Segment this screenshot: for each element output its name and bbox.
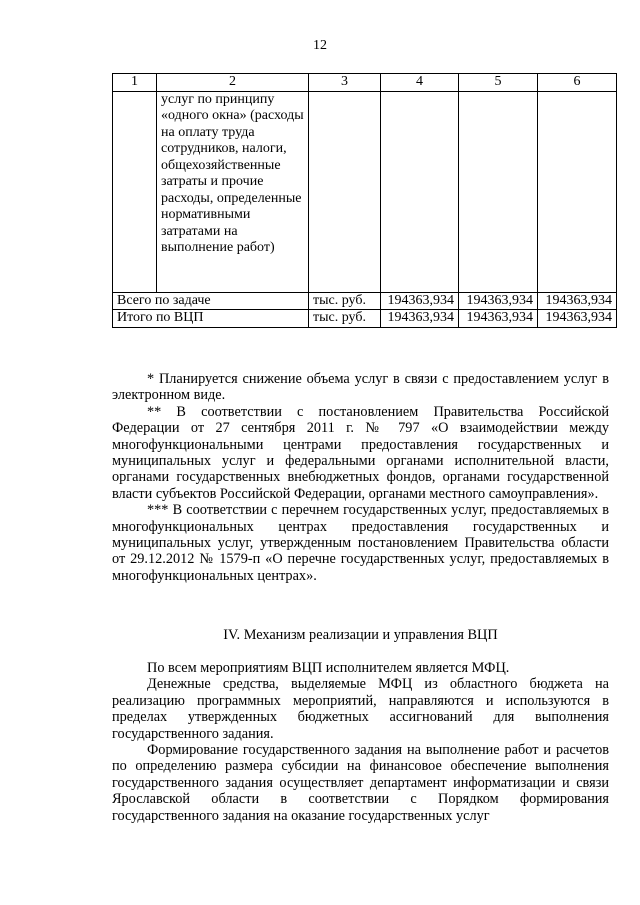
header-cell: 6 xyxy=(538,74,617,92)
table-cell xyxy=(113,91,157,292)
table-cell xyxy=(381,91,459,292)
row-label: Всего по задаче xyxy=(113,292,309,310)
footnote: ** В соответствии с постановлением Правительства Российской Федерации от 27 сентября 2011 г. № 797 «О взаимодействии между многофункциональными центрами предоставления государственных и муниципальных услуг и федеральными органами исполнительной власти, органами государственных внебюджетных фондов, органами государственной власти субъектов Российской Федерации, органами местного самоуправления». xyxy=(112,403,609,502)
value-cell: 194363,934 xyxy=(459,310,538,328)
value-cell: 194363,934 xyxy=(381,310,459,328)
value-cell: 194363,934 xyxy=(538,310,617,328)
section-title: IV. Механизм реализации и управления ВЦП xyxy=(223,627,498,643)
table-row xyxy=(113,310,617,328)
header-cell: 4 xyxy=(381,74,459,92)
paragraph: По всем мероприятиям ВЦП исполнителем является МФЦ. xyxy=(147,660,510,676)
table-row xyxy=(113,91,617,292)
budget-table xyxy=(112,73,617,328)
table-header-row xyxy=(113,74,617,92)
header-cell: 5 xyxy=(459,74,538,92)
unit-cell: тыс. руб. xyxy=(309,292,381,310)
table-cell xyxy=(309,91,381,292)
page-number: 12 xyxy=(313,38,327,53)
header-cell: 2 xyxy=(157,74,309,92)
footnote: * Планируется снижение объема услуг в связи с предоставлением услуг в электронном виде. xyxy=(112,371,609,404)
header-cell: 3 xyxy=(309,74,381,92)
value-cell: 194363,934 xyxy=(538,292,617,310)
paragraph: Денежные средства, выделяемые МФЦ из областного бюджета на реализацию программных мероприятий, направляются и используются в пределах утвержденных бюджетных ассигнований для выполнения государственного задания. xyxy=(112,676,609,742)
value-cell: 194363,934 xyxy=(381,292,459,310)
table-cell xyxy=(459,91,538,292)
value-cell: 194363,934 xyxy=(459,292,538,310)
table-row xyxy=(113,292,617,310)
paragraph: Формирование государственного задания на выполнение работ и расчетов по определению размера субсидии на финансовое обеспечение выполнения государственного задания осуществляет департамент информатизации и связи Ярославской области в соответствии с Порядком формирования государственного задания на оказание государственных услуг xyxy=(112,742,609,824)
header-cell: 1 xyxy=(113,74,157,92)
table-cell xyxy=(538,91,617,292)
footnotes xyxy=(112,371,609,584)
unit-cell: тыс. руб. xyxy=(309,310,381,328)
task-description-cell: услуг по принципу «одного окна» (расходы на оплату труда сотрудников, налоги, общехозяйственные затраты и прочие расходы, определенные нормативными затратами на выполнение работ) xyxy=(157,91,309,292)
row-label: Итого по ВЦП xyxy=(113,310,309,328)
footnote: *** В соответствии с перечнем государственных услуг, предоставляемых в многофункциональных центрах предоставления государственных и муниципальных услуг, утвержденным постановлением Правительства области от 29.12.2012 № 1579-п «О перечне государственных услуг, предоставляемых в многофункциональных центрах». xyxy=(112,502,609,584)
section-body xyxy=(112,660,609,824)
